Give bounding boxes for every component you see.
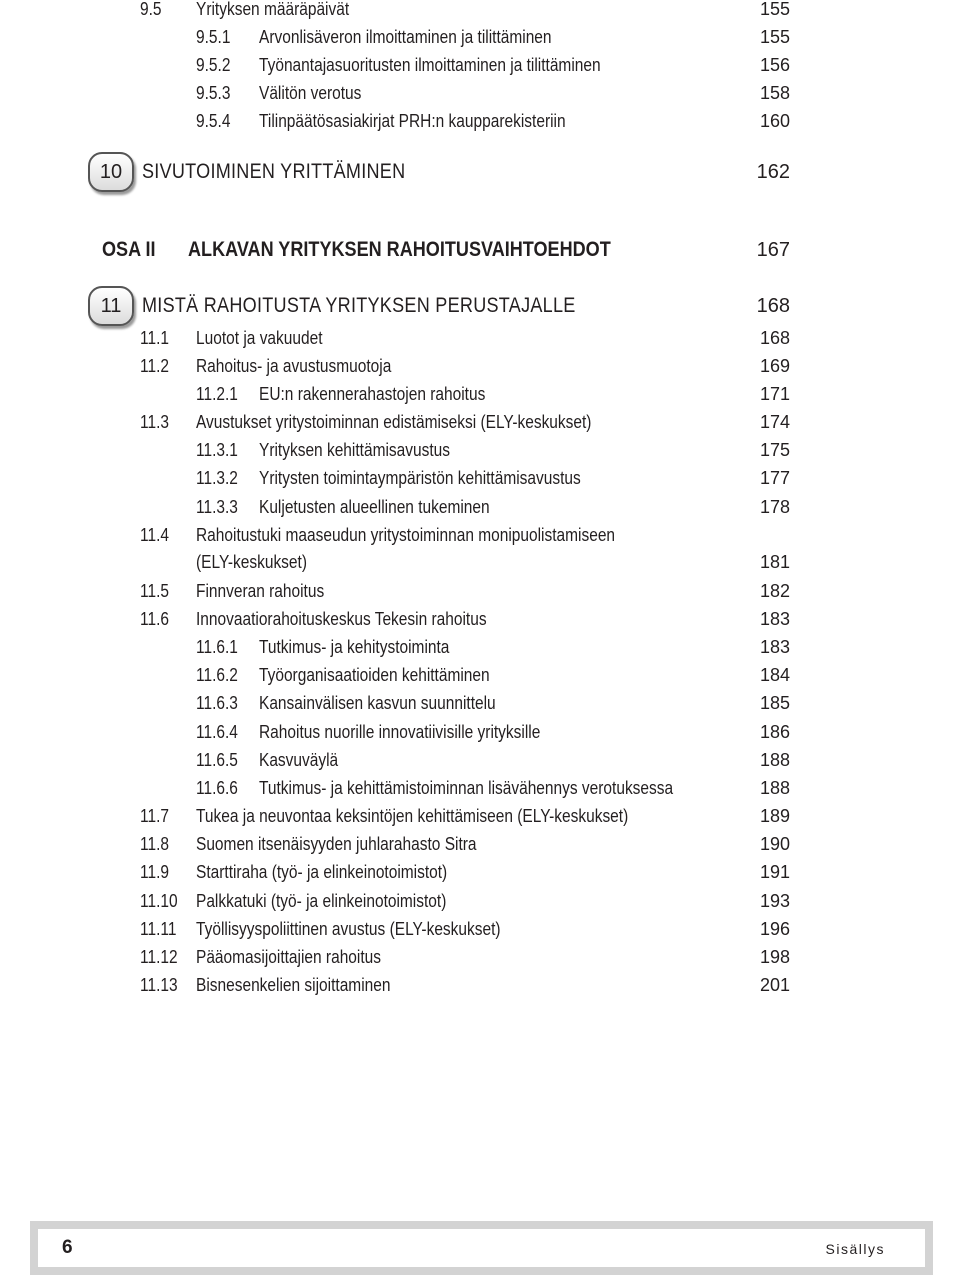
toc-entry[interactable] <box>0 775 960 801</box>
entry-number: 11.2 <box>140 356 169 376</box>
entry-page: 174 <box>759 412 790 432</box>
entry-title: Rahoitus- ja avustusmuotoja <box>196 356 392 376</box>
entry-title: Työorganisaatioiden kehittäminen <box>259 665 490 685</box>
entry-page: 185 <box>759 693 790 713</box>
toc-entry[interactable] <box>0 465 960 491</box>
toc-entry[interactable] <box>0 522 960 548</box>
entry-page: 177 <box>759 468 790 488</box>
entry-page: 193 <box>759 891 790 911</box>
entry-number: 11.12 <box>140 947 178 967</box>
toc-entry[interactable] <box>0 662 960 688</box>
part-page: 167 <box>756 239 790 261</box>
entry-page: 198 <box>759 947 790 967</box>
toc-entry[interactable] <box>0 719 960 745</box>
toc-entry[interactable] <box>0 634 960 660</box>
toc-entry[interactable] <box>0 108 960 134</box>
entry-number: 11.10 <box>140 891 178 911</box>
toc-entry[interactable] <box>0 578 960 604</box>
entry-number: 11.3.1 <box>196 440 238 460</box>
toc-entry[interactable] <box>0 52 960 78</box>
entry-page: 201 <box>759 975 790 995</box>
entry-page: 188 <box>759 750 790 770</box>
entry-number: 9.5 <box>140 0 162 19</box>
entry-page: 155 <box>759 0 790 19</box>
entry-page: 183 <box>759 609 790 629</box>
entry-title: Yrityksen määräpäivät <box>196 0 350 19</box>
entry-number: 11.3.2 <box>196 468 238 488</box>
toc-entry[interactable] <box>0 972 960 998</box>
entry-number: 11.4 <box>140 525 169 545</box>
chapter-page: 168 <box>756 295 790 317</box>
entry-number: 11.7 <box>140 806 169 826</box>
chapter-title: MISTÄ RAHOITUSTA YRITYKSEN PERUSTAJALLE <box>142 294 576 317</box>
entry-page: 181 <box>759 552 790 572</box>
chapter-tab: 11 <box>88 286 134 326</box>
entry-number: 9.5.4 <box>196 111 231 131</box>
entry-page: 156 <box>759 55 790 75</box>
chapter-title: SIVUTOIMINEN YRITTÄMINEN <box>142 160 406 183</box>
entry-title: EU:n rakennerahastojen rahoitus <box>259 384 486 404</box>
page-footer <box>30 1221 933 1275</box>
toc-entry-continuation[interactable] <box>0 549 960 575</box>
entry-number: 11.3 <box>140 412 169 432</box>
entry-number: 11.11 <box>140 919 177 939</box>
toc-entry[interactable] <box>0 353 960 379</box>
toc-entry[interactable] <box>0 494 960 520</box>
entry-number: 11.3.3 <box>196 497 238 517</box>
entry-page: 182 <box>759 581 790 601</box>
chapter-tab: 10 <box>88 152 134 192</box>
toc-chapter-10[interactable] <box>0 152 960 192</box>
entry-number: 11.6 <box>140 609 169 629</box>
toc-chapter-11[interactable] <box>0 286 960 326</box>
entry-title: Työnantajasuoritusten ilmoittaminen ja tilittäminen <box>259 55 601 75</box>
entry-title: Starttiraha (työ- ja elinkeinotoimistot) <box>196 862 448 882</box>
footer-page-number: 6 <box>62 1237 73 1258</box>
toc-entry[interactable] <box>0 381 960 407</box>
toc-entry[interactable] <box>0 690 960 716</box>
toc-entry[interactable] <box>0 437 960 463</box>
entry-title: Luotot ja vakuudet <box>196 328 323 348</box>
entry-title: Suomen itsenäisyyden juhlarahasto Sitra <box>196 834 477 854</box>
entry-number: 11.6.1 <box>196 637 238 657</box>
entry-title: Tutkimus- ja kehitystoiminta <box>259 637 450 657</box>
entry-title-line2: (ELY-keskukset) <box>196 552 307 572</box>
entry-page: 188 <box>759 778 790 798</box>
toc-entry[interactable] <box>0 859 960 885</box>
toc-entry[interactable] <box>0 944 960 970</box>
entry-number: 11.13 <box>140 975 178 995</box>
entry-title: Innovaatiorahoituskeskus Tekesin rahoitus <box>196 609 487 629</box>
toc-entry[interactable] <box>0 831 960 857</box>
toc-entry[interactable] <box>0 803 960 829</box>
entry-title: Kasvuväylä <box>259 750 339 770</box>
entry-number: 11.6.3 <box>196 693 238 713</box>
entry-title: Palkkatuki (työ- ja elinkeinotoimistot) <box>196 891 447 911</box>
entry-page: 183 <box>759 637 790 657</box>
entry-title: Työllisyyspoliittinen avustus (ELY-keskukset) <box>196 919 501 939</box>
entry-title: Bisnesenkelien sijoittaminen <box>196 975 391 995</box>
toc-entry[interactable] <box>0 0 960 22</box>
entry-page: 160 <box>759 111 790 131</box>
toc-entry[interactable] <box>0 409 960 435</box>
entry-page: 190 <box>759 834 790 854</box>
toc-entry[interactable] <box>0 325 960 351</box>
entry-number: 11.2.1 <box>196 384 238 404</box>
entry-number: 11.6.4 <box>196 722 238 742</box>
entry-page: 184 <box>759 665 790 685</box>
entry-page: 169 <box>759 356 790 376</box>
part-title: ALKAVAN YRITYKSEN RAHOITUSVAIHTOEHDOT <box>188 238 611 261</box>
entry-number: 9.5.3 <box>196 83 231 103</box>
entry-number: 11.1 <box>140 328 169 348</box>
entry-number: 11.8 <box>140 834 169 854</box>
footer-panel <box>38 1229 925 1267</box>
entry-title: Avustukset yritystoiminnan edistämiseksi (ELY-keskukset) <box>196 412 592 432</box>
entry-number: 11.6.2 <box>196 665 238 685</box>
entry-number: 11.6.5 <box>196 750 238 770</box>
entry-title: Rahoitustuki maaseudun yritystoiminnan monipuolistamiseen <box>196 525 616 545</box>
entry-title: Yritysten toimintaympäristön kehittämisavustus <box>259 468 581 488</box>
entry-page: 158 <box>759 83 790 103</box>
entry-page: 155 <box>759 27 790 47</box>
entry-title: Kansainvälisen kasvun suunnittelu <box>259 693 496 713</box>
toc-entry[interactable] <box>0 606 960 632</box>
entry-title: Arvonlisäveron ilmoittaminen ja tilittäminen <box>259 27 552 47</box>
entry-page: 186 <box>759 722 790 742</box>
entry-page: 168 <box>759 328 790 348</box>
entry-page: 178 <box>759 497 790 517</box>
toc-part-2[interactable] <box>0 234 960 266</box>
entry-title: Finnveran rahoitus <box>196 581 325 601</box>
entry-title: Pääomasijoittajien rahoitus <box>196 947 382 967</box>
entry-page: 189 <box>759 806 790 826</box>
entry-title: Tilinpäätösasiakirjat PRH:n kaupparekisteriin <box>259 111 566 131</box>
entry-title: Välitön verotus <box>259 83 362 103</box>
toc-entry[interactable] <box>0 24 960 50</box>
entry-number: 9.5.2 <box>196 55 231 75</box>
entry-number: 11.5 <box>140 581 169 601</box>
chapter-page: 162 <box>756 161 790 183</box>
entry-page: 191 <box>759 862 790 882</box>
toc-entry[interactable] <box>0 916 960 942</box>
entry-title: Tukea ja neuvontaa keksintöjen kehittämiseen (ELY-keskukset) <box>196 806 629 826</box>
toc-entry[interactable] <box>0 80 960 106</box>
entry-page: 171 <box>759 384 790 404</box>
toc-entry[interactable] <box>0 888 960 914</box>
part-label: OSA II <box>102 238 156 261</box>
entry-title: Yrityksen kehittämisavustus <box>259 440 451 460</box>
footer-section-title: Sisällys <box>825 1241 885 1257</box>
entry-title: Kuljetusten alueellinen tukeminen <box>259 497 490 517</box>
entry-number: 9.5.1 <box>196 27 231 47</box>
entry-page: 175 <box>759 440 790 460</box>
entry-number: 11.9 <box>140 862 169 882</box>
entry-number: 11.6.6 <box>196 778 238 798</box>
entry-title: Tutkimus- ja kehittämistoiminnan lisävähennys verotuksessa <box>259 778 674 798</box>
entry-page: 196 <box>759 919 790 939</box>
entry-title: Rahoitus nuorille innovatiivisille yrityksille <box>259 722 541 742</box>
toc-entry[interactable] <box>0 747 960 773</box>
